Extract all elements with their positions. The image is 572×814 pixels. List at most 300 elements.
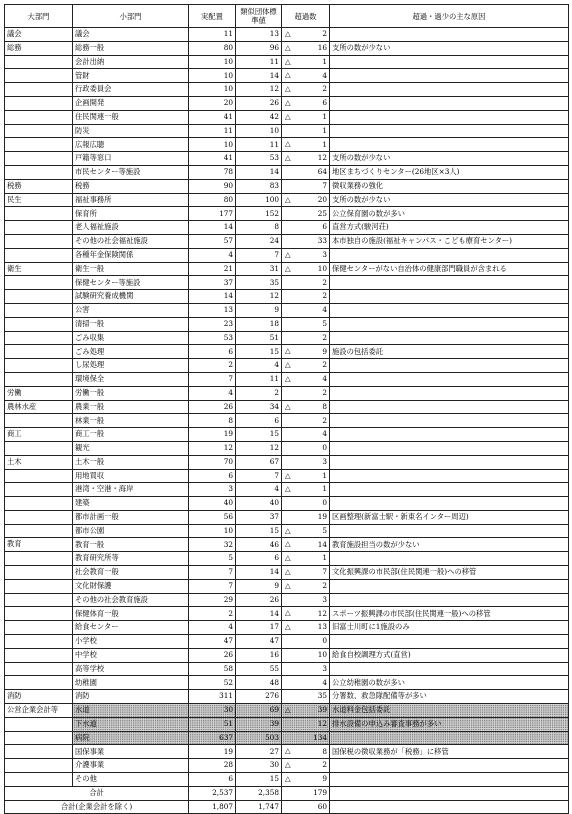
actual-count-cell: 10 [189,83,236,97]
actual-count-cell: 19 [189,745,236,759]
minor-category-cell: 都市公園 [73,524,189,538]
major-category-cell [5,441,73,455]
actual-count-cell: 311 [189,690,236,704]
minor-category-cell: 住民関連一般 [73,110,189,124]
major-category-cell: 教育 [5,538,73,552]
actual-count-cell: 4 [189,621,236,635]
reason-cell [330,138,569,152]
standard-count-cell: 10 [236,124,282,138]
actual-count-cell: 53 [189,331,236,345]
standard-count-cell: 503 [236,731,282,745]
standard-count-cell: 276 [236,690,282,704]
minor-category-cell: 小学校 [73,635,189,649]
reason-cell [330,83,569,97]
standard-count-cell: 15 [236,773,282,787]
excess-value: 1 [322,470,327,480]
excess-count-cell [282,69,330,83]
excess-count-cell [282,676,330,690]
minor-category-cell: 総務一般 [73,41,189,55]
major-category-cell [5,110,73,124]
reason-cell [330,372,569,386]
standard-count-cell: 12 [236,441,282,455]
excess-value: 5 [322,525,327,535]
reason-cell [330,28,569,42]
excess-value: 4 [322,677,327,687]
standard-count-cell: 30 [236,759,282,773]
excess-count-cell [282,607,330,621]
actual-count-cell: 10 [189,69,236,83]
minor-category-cell: 下水道 [73,717,189,731]
table-row [5,234,569,248]
excess-value: 19 [317,512,327,522]
excess-count-cell [282,552,330,566]
excess-value: 16 [317,42,327,52]
actual-count-cell: 6 [189,469,236,483]
actual-count-cell: 19 [189,428,236,442]
excess-value: 12 [317,608,327,618]
total-standard-cell: 2,358 [236,786,282,800]
reason-cell [330,248,569,262]
standard-count-cell: 47 [236,635,282,649]
excess-value: 33 [317,236,327,246]
major-category-cell [5,717,73,731]
major-category-cell [5,345,73,359]
header-reason: 超過・過少の主な原因 [330,5,569,28]
excess-value: 7 [322,567,327,577]
table-row [5,566,569,580]
table-row [5,538,569,552]
table-row [5,455,569,469]
major-category-cell [5,593,73,607]
excess-count-cell [282,221,330,235]
table-row [5,510,569,524]
excess-count-cell [282,455,330,469]
excess-count-cell [282,441,330,455]
excess-value: 2 [322,360,327,370]
standard-count-cell: 12 [236,290,282,304]
major-category-cell: 労働 [5,386,73,400]
excess-count-cell [282,593,330,607]
reason-cell [330,483,569,497]
reason-cell [330,359,569,373]
excess-value: 0 [322,636,327,646]
excess-count-cell [282,83,330,97]
standard-count-cell: 17 [236,621,282,635]
major-category-cell: 消防 [5,690,73,704]
deficit-triangle-icon: △ [285,705,291,715]
standard-count-cell: 26 [236,593,282,607]
excess-value: 12 [317,719,327,729]
table-row [5,83,569,97]
excess-value: 1 [322,553,327,563]
excess-value: 2 [322,581,327,591]
standard-count-cell: 39 [236,717,282,731]
excess-value: 2 [322,277,327,287]
excess-value: 3 [322,663,327,673]
deficit-triangle-icon: △ [285,249,291,259]
minor-category-cell: 税務 [73,179,189,193]
table-row [5,414,569,428]
reason-cell [330,69,569,83]
excess-count-cell [282,717,330,731]
table-row [5,124,569,138]
minor-category-cell: 福祉事務所 [73,193,189,207]
reason-cell: 直営方式(駿河荘) [330,221,569,235]
minor-category-cell: 戸籍等窓口 [73,152,189,166]
standard-count-cell: 14 [236,69,282,83]
reason-cell: 公立幼稚園の数が多い [330,676,569,690]
major-category-cell [5,483,73,497]
major-category-cell [5,648,73,662]
header-row [5,5,569,28]
reason-cell: 区画整理(新富士駅・新東名インター周辺) [330,510,569,524]
deficit-triangle-icon: △ [285,56,291,66]
excess-value: 0 [322,498,327,508]
total-standard-cell: 1,747 [236,800,282,814]
table-row [5,221,569,235]
standard-count-cell: 83 [236,179,282,193]
minor-category-cell: 観光 [73,441,189,455]
reason-cell: 徴収業務の強化 [330,179,569,193]
actual-count-cell: 10 [189,138,236,152]
excess-value: 1 [322,484,327,494]
standard-count-cell: 42 [236,110,282,124]
major-category-cell [5,55,73,69]
table-row [5,676,569,690]
major-category-cell [5,773,73,787]
excess-value: 25 [317,208,327,218]
standard-count-cell: 27 [236,745,282,759]
major-category-cell [5,510,73,524]
major-category-cell [5,248,73,262]
minor-category-cell: 介護事業 [73,759,189,773]
standard-count-cell: 53 [236,152,282,166]
actual-count-cell: 7 [189,579,236,593]
table-row [5,428,569,442]
actual-count-cell: 29 [189,593,236,607]
excess-count-cell [282,759,330,773]
reason-cell [330,662,569,676]
standard-count-cell: 4 [236,359,282,373]
reason-cell [330,593,569,607]
reason-cell: 教育施設担当の数が少ない [330,538,569,552]
excess-value: 6 [322,222,327,232]
major-category-cell [5,152,73,166]
actual-count-cell: 637 [189,731,236,745]
table-row [5,165,569,179]
excess-count-cell [282,538,330,552]
deficit-triangle-icon: △ [285,360,291,370]
standard-count-cell: 100 [236,193,282,207]
reason-cell [330,110,569,124]
actual-count-cell: 20 [189,96,236,110]
major-category-cell [5,83,73,97]
excess-value: 1 [322,56,327,66]
excess-value: 0 [322,443,327,453]
major-category-cell: 商工 [5,428,73,442]
major-category-cell [5,303,73,317]
major-category-cell [5,662,73,676]
minor-category-cell: 市民センター等施設 [73,165,189,179]
actual-count-cell: 80 [189,193,236,207]
actual-count-cell: 6 [189,773,236,787]
standard-count-cell: 9 [236,579,282,593]
excess-value: 8 [322,401,327,411]
standard-count-cell: 11 [236,138,282,152]
standard-count-cell: 26 [236,96,282,110]
table-row [5,621,569,635]
excess-value: 134 [313,732,327,742]
excess-value: 6 [322,98,327,108]
deficit-triangle-icon: △ [285,153,291,163]
reason-cell [330,469,569,483]
standard-count-cell: 24 [236,234,282,248]
major-category-cell [5,221,73,235]
excess-count-cell [282,483,330,497]
excess-count-cell [282,345,330,359]
reason-cell [330,276,569,290]
major-category-cell [5,497,73,511]
table-row [5,773,569,787]
minor-category-cell: 国保事業 [73,745,189,759]
excess-value: 10 [317,650,327,660]
table-row [5,759,569,773]
minor-category-cell: 消防 [73,690,189,704]
standard-count-cell: 96 [236,41,282,55]
reason-cell [330,317,569,331]
table-row [5,635,569,649]
excess-count-cell [282,773,330,787]
minor-category-cell: 文化財保護 [73,579,189,593]
major-category-cell: 衛生 [5,262,73,276]
table-row [5,483,569,497]
minor-category-cell: 病院 [73,731,189,745]
standard-count-cell: 7 [236,248,282,262]
excess-value: 4 [322,70,327,80]
minor-category-cell: 清掃一般 [73,317,189,331]
major-category-cell: 総務 [5,41,73,55]
actual-count-cell: 3 [189,483,236,497]
excess-value: 2 [322,29,327,39]
minor-category-cell: 都市計画一般 [73,510,189,524]
excess-count-cell [282,400,330,414]
excess-count-cell [282,28,330,42]
actual-count-cell: 7 [189,566,236,580]
reason-cell [330,497,569,511]
excess-value: 3 [322,456,327,466]
minor-category-cell: ごみ収集 [73,331,189,345]
minor-category-cell: 各種年金保険関係 [73,248,189,262]
total-actual-cell: 1,807 [189,800,236,814]
reason-cell: 公立保育園の数が多い [330,207,569,221]
minor-category-cell: 社会教育一般 [73,566,189,580]
excess-count-cell [282,386,330,400]
minor-category-cell: 商工一般 [73,428,189,442]
table-row [5,441,569,455]
excess-count-cell [282,110,330,124]
table-row [5,110,569,124]
reason-cell [330,331,569,345]
deficit-triangle-icon: △ [285,194,291,204]
minor-category-cell: 保健体育一般 [73,607,189,621]
minor-category-cell: その他の社会福祉施設 [73,234,189,248]
actual-count-cell: 2 [189,607,236,621]
standard-count-cell: 14 [236,607,282,621]
reason-cell: 保健センターがない自治体の健康部門職員が含まれる [330,262,569,276]
standard-count-cell: 11 [236,55,282,69]
minor-category-cell: し尿処理 [73,359,189,373]
standard-count-cell: 34 [236,400,282,414]
excess-value: 7 [322,180,327,190]
excess-value: 10 [317,263,327,273]
minor-category-cell: 農業一般 [73,400,189,414]
actual-count-cell: 23 [189,317,236,331]
total-actual-cell: 2,537 [189,786,236,800]
major-category-cell [5,124,73,138]
table-row [5,28,569,42]
table-row [5,400,569,414]
excess-value: 13 [317,622,327,632]
major-category-cell [5,317,73,331]
major-category-cell: 議会 [5,28,73,42]
excess-count-cell [282,207,330,221]
excess-value: 14 [317,539,327,549]
actual-count-cell: 52 [189,676,236,690]
reason-cell: 水道料金包括委託 [330,704,569,718]
deficit-triangle-icon: △ [285,346,291,356]
total-reason-cell [330,800,569,814]
actual-count-cell: 7 [189,372,236,386]
major-category-cell [5,331,73,345]
deficit-triangle-icon: △ [285,553,291,563]
reason-cell [330,303,569,317]
standard-count-cell: 12 [236,83,282,97]
standard-count-cell: 11 [236,372,282,386]
excess-count-cell [282,193,330,207]
excess-value: 39 [317,705,327,715]
excess-count-cell [282,331,330,345]
standard-count-cell: 9 [236,303,282,317]
table-row [5,331,569,345]
deficit-triangle-icon: △ [285,608,291,618]
table-row [5,345,569,359]
actual-count-cell: 58 [189,662,236,676]
staffing-comparison-table [4,4,569,814]
excess-count-cell [282,138,330,152]
table-row [5,731,569,745]
minor-category-cell: 公害 [73,303,189,317]
major-category-cell [5,579,73,593]
table-row [5,303,569,317]
deficit-triangle-icon: △ [285,70,291,80]
standard-count-cell: 14 [236,566,282,580]
deficit-triangle-icon: △ [285,567,291,577]
actual-count-cell: 26 [189,648,236,662]
excess-count-cell [282,303,330,317]
table-row [5,552,569,566]
standard-count-cell: 4 [236,483,282,497]
actual-count-cell: 70 [189,455,236,469]
excess-value: 4 [322,429,327,439]
standard-count-cell: 6 [236,552,282,566]
major-category-cell [5,234,73,248]
excess-value: 8 [322,746,327,756]
total-excess-cell: 60 [282,800,330,814]
major-category-cell [5,621,73,635]
actual-count-cell: 80 [189,41,236,55]
deficit-triangle-icon: △ [285,539,291,549]
table-row [5,690,569,704]
table-row [5,96,569,110]
total-row [5,786,569,800]
table-row [5,179,569,193]
standard-count-cell: 152 [236,207,282,221]
reason-cell: 支所の数が少ない [330,193,569,207]
minor-category-cell: 広報広聴 [73,138,189,152]
major-category-cell: 税務 [5,179,73,193]
standard-count-cell: 15 [236,524,282,538]
excess-value: 2 [322,291,327,301]
table-row [5,593,569,607]
actual-count-cell: 21 [189,262,236,276]
major-category-cell [5,207,73,221]
excess-count-cell [282,510,330,524]
standard-count-cell: 7 [236,469,282,483]
reason-cell [330,635,569,649]
table-row [5,607,569,621]
deficit-triangle-icon: △ [285,746,291,756]
major-category-cell [5,96,73,110]
total-label-cell: 合計(企業会計を除く) [5,800,189,814]
excess-count-cell [282,497,330,511]
reason-cell: 排水設備の申込み審査事務が多い [330,717,569,731]
standard-count-cell: 31 [236,262,282,276]
reason-cell: 本市独自の施設(福祉キャンパス・こども療育センター) [330,234,569,248]
minor-category-cell: 保育所 [73,207,189,221]
excess-count-cell [282,704,330,718]
standard-count-cell: 14 [236,165,282,179]
reason-cell [330,428,569,442]
table-row [5,317,569,331]
excess-count-cell [282,469,330,483]
major-category-cell [5,676,73,690]
table-row [5,152,569,166]
total-label-cell: 合計 [5,786,189,800]
excess-value: 4 [322,305,327,315]
major-category-cell [5,745,73,759]
table-row [5,207,569,221]
actual-count-cell: 11 [189,28,236,42]
standard-count-cell: 15 [236,345,282,359]
minor-category-cell: 高等学校 [73,662,189,676]
actual-count-cell: 30 [189,704,236,718]
minor-category-cell: 土木一般 [73,455,189,469]
reason-cell: 給食自校調理方式(直営) [330,648,569,662]
reason-cell: 旧富士川町に1施設のみ [330,621,569,635]
table-row [5,193,569,207]
actual-count-cell: 10 [189,55,236,69]
total-excess-cell: 179 [282,786,330,800]
reason-cell [330,400,569,414]
excess-value: 12 [317,153,327,163]
major-category-cell [5,759,73,773]
minor-category-cell: 教育一般 [73,538,189,552]
excess-value: 2 [322,332,327,342]
excess-count-cell [282,317,330,331]
excess-value: 2 [322,760,327,770]
reason-cell: 分署数、救急隊配備等が多い [330,690,569,704]
minor-category-cell: 港湾・空港・海岸 [73,483,189,497]
